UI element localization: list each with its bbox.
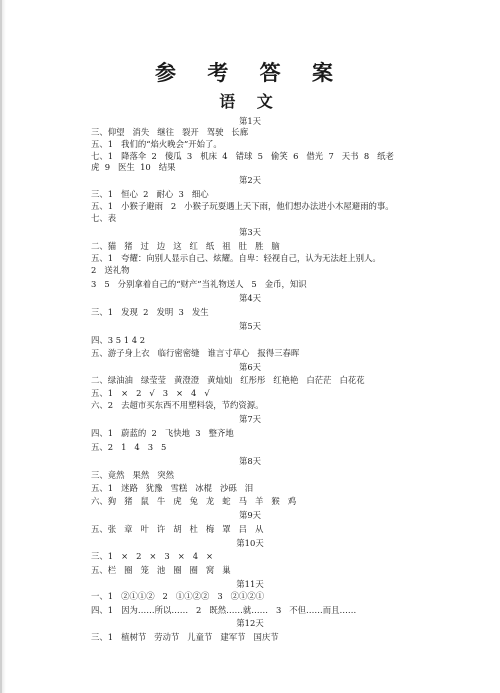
answer-line: 虎 9 医生 10 结果 — [91, 162, 176, 172]
day-heading: 第8天 — [238, 456, 262, 466]
answer-line: 四、1 因为……所以…… 2 既然……就…… 3 不但……而且…… — [91, 605, 357, 615]
day-heading: 第1天 — [238, 116, 262, 126]
answer-line: 五、1 我们的“焰火晚会”开始了。 — [91, 139, 222, 149]
day-heading: 第5天 — [238, 321, 262, 331]
answer-line: 五、游子身上衣 临行密密缝 谁言寸草心 报得三春晖 — [91, 348, 300, 358]
answer-line: 三、1 发现 2 发明 3 发生 — [91, 307, 209, 317]
answer-line: 三、竟然 果然 突然 — [91, 470, 174, 480]
answer-line: 五、1 迷路 犹豫 雪糕 冰棍 沙砾 泪 — [91, 483, 254, 493]
answer-line: 六、2 去超市买东西不用塑料袋，节约资源。 — [91, 400, 264, 410]
answer-line: 五、1 小猴子避雨 2 小猴子玩耍遇上天下雨，他们想办法进小木屋避雨的事。 — [91, 201, 394, 211]
answer-line: 六、狗 猪 鼠 牛 虎 兔 龙 蛇 马 羊 猴 鸡 — [91, 496, 297, 506]
day-heading: 第7天 — [238, 414, 262, 424]
answer-line: 五、栏 圈 笼 池 圈 圈 窝 巢 — [91, 565, 231, 575]
answer-line: 五、1 夸耀：向别人显示自己、炫耀。自卑：轻视自己，认为无法赶上别人。 — [91, 253, 381, 263]
answer-line: 七、表 — [91, 213, 117, 223]
answer-line: 三、仰望 消失 继往 裂开 驾驶 长廊 — [91, 127, 249, 137]
answer-line: 五、1 × 2 √ 3 × 4 √ — [91, 388, 210, 398]
answer-line: 三、1 植树节 劳动节 儿童节 建军节 国庆节 — [91, 632, 279, 642]
answer-line: 五、张 章 叶 许 胡 杜 梅 罩 吕 从 — [91, 524, 264, 534]
answer-line: 3 5 分别拿着自己的“财产”当礼物送人 5 金币，知识 — [91, 279, 307, 289]
day-heading: 第6天 — [238, 362, 262, 372]
answer-line: 七、1 降落伞 2 傻瓜 3 机床 4 错球 5 偷笑 6 借光 7 天书 8 纸老 — [91, 151, 394, 161]
day-heading: 第12天 — [236, 618, 264, 628]
answer-line: 2 送礼物 — [91, 265, 130, 275]
day-heading: 第3天 — [238, 227, 262, 237]
day-heading: 第4天 — [238, 293, 262, 303]
answer-line: 二、猫 猪 过 边 这 红 纸 祖 肚 胜 脑 — [91, 241, 280, 251]
section-title: 语 文 — [219, 92, 281, 111]
answer-line: 三、1 恒心 2 耐心 3 细心 — [91, 189, 209, 199]
answer-line: 三、1 × 2 × 3 × 4 × — [91, 551, 214, 561]
day-heading: 第10天 — [236, 538, 264, 548]
page-title: 参 考 答 案 — [155, 60, 345, 85]
answer-line: 五、2 1 4 3 5 — [91, 442, 167, 452]
day-heading: 第9天 — [238, 510, 262, 520]
day-heading: 第2天 — [238, 175, 262, 185]
answer-line: 二、绿油油 绿莹莹 黄澄澄 黄灿灿 红彤彤 红艳艳 白茫茫 白花花 — [91, 375, 365, 385]
answer-line: 四、3 5 1 4 2 — [91, 335, 146, 345]
answer-line: 一、1 ②①①② 2 ①①②② 3 ②①②① — [91, 591, 265, 601]
answer-line: 四、1 蔚蓝的 2 飞快地 3 整齐地 — [91, 428, 234, 438]
day-heading: 第11天 — [236, 579, 264, 589]
